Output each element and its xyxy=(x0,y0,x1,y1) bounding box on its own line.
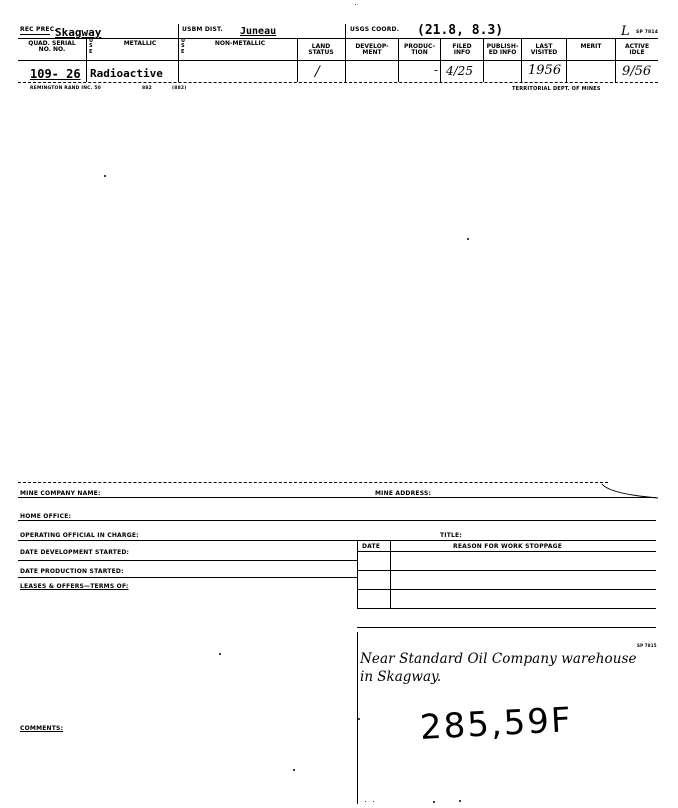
date-production-started-label: DATE PRODUCTION STARTED: xyxy=(20,568,124,575)
footer-code-1: 882 xyxy=(142,86,152,91)
col-land-status: LAND STATUS xyxy=(308,43,334,57)
handwritten-number: 285,59F xyxy=(419,700,574,748)
footer-code-2: (882) xyxy=(172,86,187,91)
handwritten-note-line-1: Near Standard Oil Company warehouse xyxy=(360,651,637,667)
col-published-info: PUBLISH- ED INFO xyxy=(486,43,519,57)
footer-right: TERRITORIAL DEPT. OF MINES xyxy=(512,86,601,92)
col-production: PRODUC- TION xyxy=(403,43,435,57)
date-column-header: DATE xyxy=(362,543,381,550)
col-quad-serial: QUAD. SERIAL NO. NO. xyxy=(28,40,76,54)
comments-label: COMMENTS: xyxy=(20,725,64,732)
form-code-top: SP 7814 xyxy=(636,30,659,35)
mine-company-name-label: MINE COMPANY NAME: xyxy=(20,490,101,497)
rec-prec-value: Skagway xyxy=(55,26,102,39)
col-metallic: METALLIC xyxy=(123,40,157,47)
land-status-value: / xyxy=(315,64,320,80)
col-development: DEVELOP- MENT xyxy=(355,43,389,57)
col-last-visited: LAST VISITED xyxy=(530,43,558,57)
title-label: TITLE: xyxy=(440,532,462,539)
usgs-coord-value: (21.8, 8.3) xyxy=(417,23,504,38)
col-non-metallic: NON-METALLIC xyxy=(214,40,266,47)
leases-offers-label: LEASES & OFFERS—TERMS OF: xyxy=(20,583,129,590)
filed-info-value: 4/25 xyxy=(446,64,473,78)
col-use: U S E xyxy=(89,38,94,55)
col-filed-info: FILED INFO xyxy=(452,43,472,57)
col-use-2: U S E xyxy=(181,38,186,55)
form-code-bottom: SP 7815 xyxy=(637,643,657,648)
col-merit: MERIT xyxy=(580,43,602,50)
mine-address-label: MINE ADDRESS: xyxy=(375,490,432,497)
corner-mark: L xyxy=(621,24,630,39)
date-development-started-label: DATE DEVELOPMENT STARTED: xyxy=(20,549,130,556)
col-active-idle: ACTIVE IDLE xyxy=(624,43,650,57)
production-value: - xyxy=(434,63,439,77)
rec-prec-label: REC PREC. xyxy=(20,26,57,33)
handwritten-note-line-2: in Skagway. xyxy=(360,669,442,685)
home-office-label: HOME OFFICE: xyxy=(20,513,72,520)
curl-corner-icon xyxy=(600,478,660,502)
metallic-value: Radioactive xyxy=(90,67,163,80)
last-visited-value: 1956 xyxy=(528,63,562,78)
operating-official-label: OPERATING OFFICIAL IN CHARGE: xyxy=(20,532,139,539)
usgs-coord-label: USGS COORD. xyxy=(350,26,400,33)
active-idle-value: 9/56 xyxy=(622,64,652,79)
footer-left: REMINGTON RAND INC. 50 xyxy=(30,86,101,91)
reason-column-header: REASON FOR WORK STOPPAGE xyxy=(453,543,563,550)
quad-serial-value: 109- 26 xyxy=(30,67,81,81)
usbm-dist-label: USBM DIST. xyxy=(182,26,223,33)
usbm-dist-value: Juneau xyxy=(240,26,277,37)
